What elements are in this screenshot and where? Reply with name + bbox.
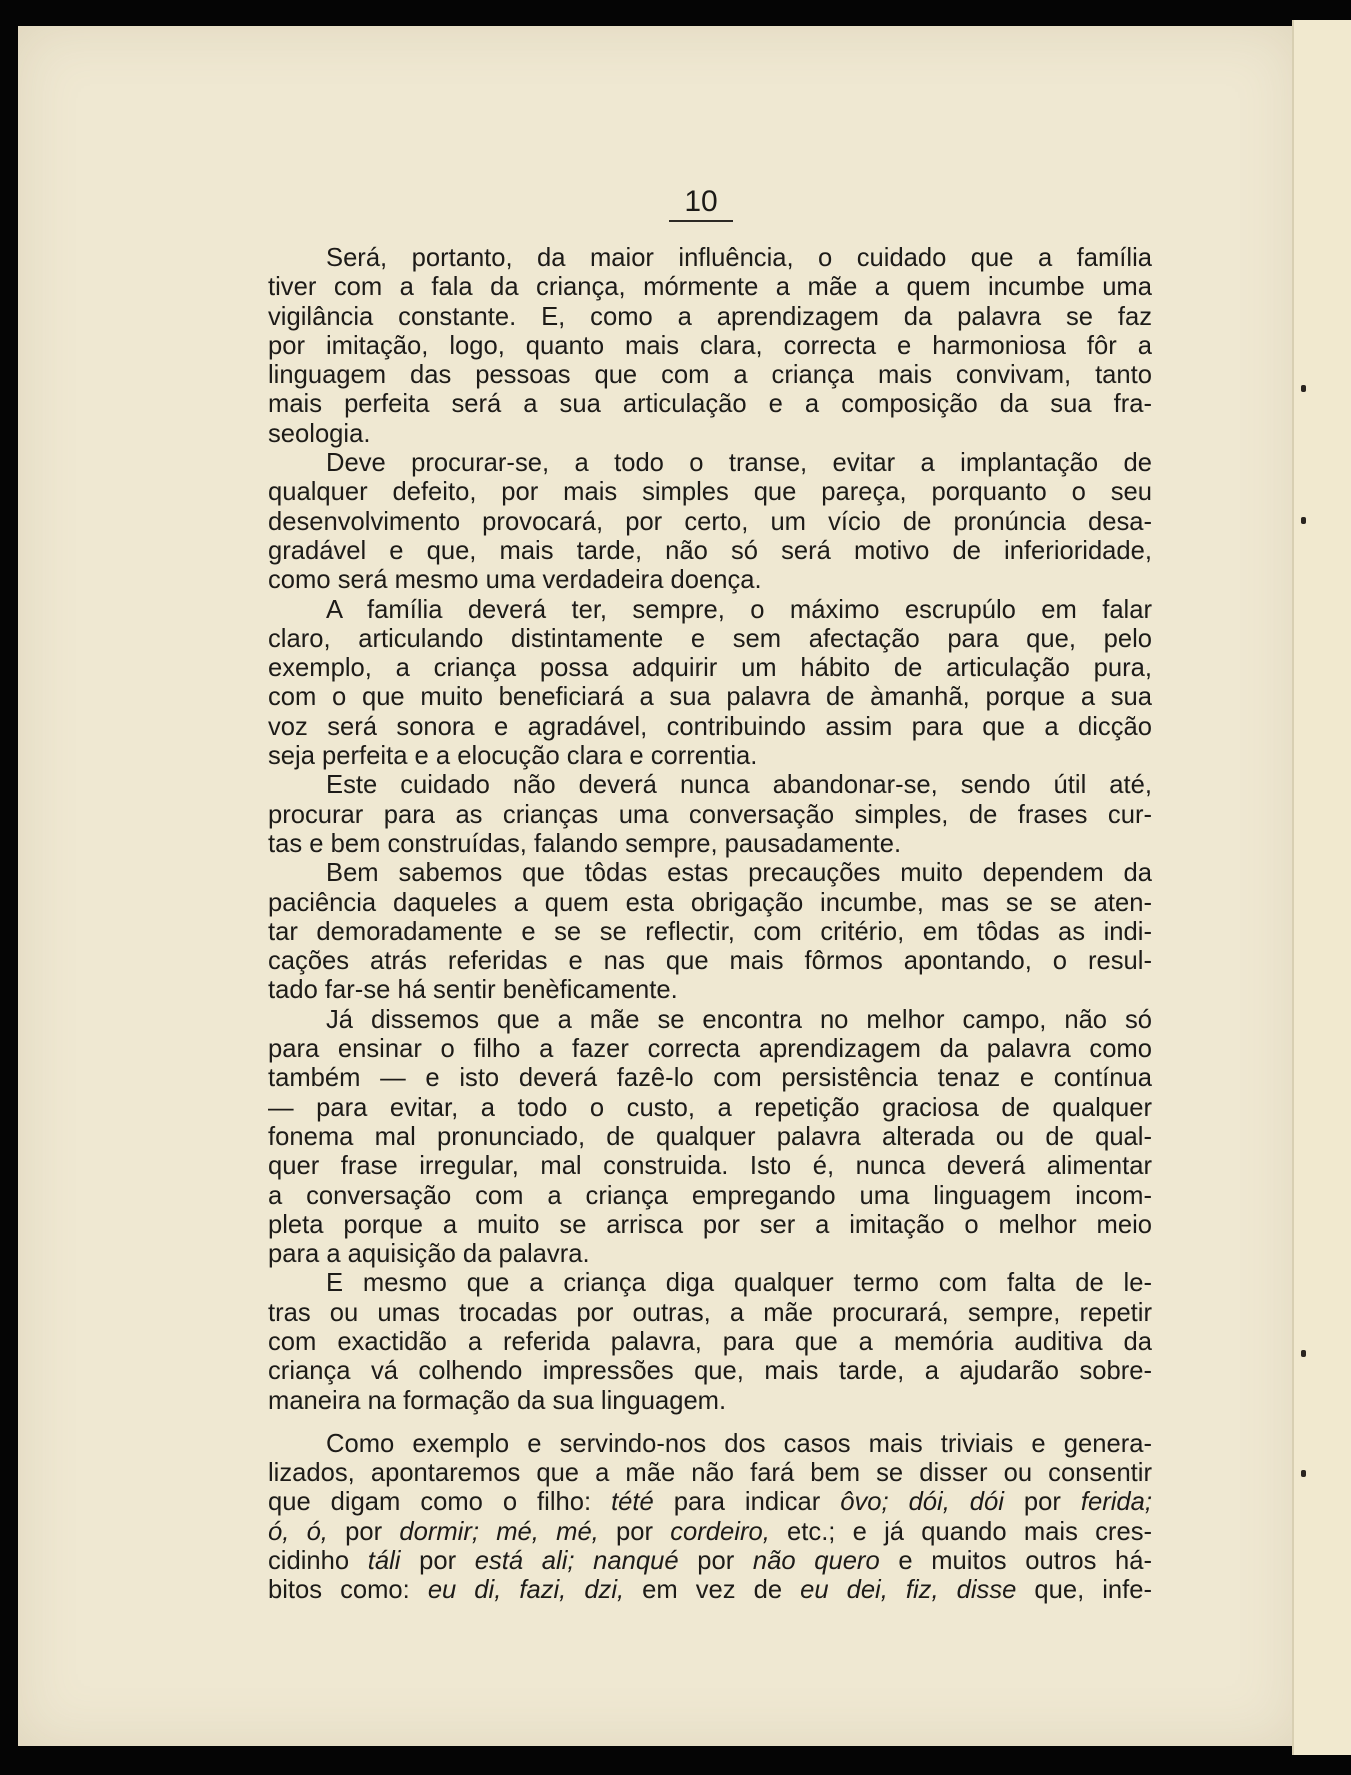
text-run: e muitos outros há- bbox=[879, 1547, 1153, 1576]
italic-text: ó, ó, bbox=[268, 1517, 328, 1546]
italic-text: está ali; nanqué bbox=[474, 1547, 679, 1576]
text-line: para ensinar o filho a fazer correcta aprendizagem da palavra como bbox=[268, 1035, 1152, 1064]
text-line bbox=[268, 1518, 1152, 1547]
text-line: Deve procurar-se, a todo o transe, evitar a implantação de bbox=[326, 449, 1152, 478]
page-edge-mark bbox=[1301, 1350, 1306, 1357]
text-line: tas e bem construídas, falando sempre, pausadamente. bbox=[268, 829, 902, 858]
text-run: por bbox=[327, 1517, 400, 1546]
italic-text: eu di, fazi, dzi, bbox=[427, 1576, 625, 1605]
text-line: tado far-se há sentir benèficamente. bbox=[268, 976, 678, 1005]
text-line: quer frase irregular, mal construida. Isto é, nunca deverá alimentar bbox=[268, 1152, 1152, 1181]
text-line: gradável e que, mais tarde, não só será motivo de inferioridade, bbox=[268, 536, 1152, 565]
text-line: pleta porque a muito se arrisca por ser a imitação o melhor meio bbox=[268, 1210, 1152, 1239]
text-run: que digam como o filho: bbox=[268, 1488, 612, 1517]
text-run: por bbox=[678, 1547, 753, 1576]
text-line: seologia. bbox=[268, 419, 371, 448]
italic-text: dormir; mé, mé, bbox=[399, 1517, 599, 1546]
text-line: lizados, apontaremos que a mãe não fará bem se disser ou consentir bbox=[268, 1459, 1152, 1488]
italic-text: não quero bbox=[752, 1547, 880, 1576]
text-line: para a aquisição da palavra. bbox=[268, 1240, 590, 1269]
text-run: por bbox=[598, 1517, 671, 1546]
text-line: tiver com a fala da criança, mórmente a mãe a quem incumbe uma bbox=[268, 273, 1152, 302]
text-line: paciência daqueles a quem esta obrigação incumbe, mas se se aten- bbox=[268, 888, 1152, 917]
text-line: maneira na formação da sua linguagem. bbox=[268, 1386, 727, 1415]
text-run: para indicar bbox=[653, 1488, 841, 1517]
text-run: etc.; e já quando mais cres- bbox=[769, 1517, 1153, 1546]
text-run: por bbox=[400, 1547, 475, 1576]
italic-text: táli bbox=[367, 1547, 401, 1576]
italic-text: tété bbox=[611, 1488, 654, 1517]
text-line: desenvolvimento provocará, por certo, um vício de pronúncia desa- bbox=[268, 507, 1152, 536]
text-run: que, infe- bbox=[1016, 1576, 1152, 1605]
text-line: voz será sonora e agradável, contribuindo assim para que a dicção bbox=[268, 712, 1152, 741]
text-line: A família deverá ter, sempre, o máximo escrupúlo em falar bbox=[326, 595, 1152, 624]
italic-text: eu dei, fiz, disse bbox=[800, 1576, 1017, 1605]
page-edge-mark bbox=[1301, 385, 1306, 392]
text-line: Como exemplo e servindo-nos dos casos mais triviais e genera- bbox=[326, 1429, 1152, 1458]
italic-text: cordeiro, bbox=[670, 1517, 770, 1546]
page-edge-mark bbox=[1301, 1470, 1306, 1477]
text-run: bitos como: bbox=[268, 1576, 428, 1605]
text-line: claro, articulando distintamente e sem afectação para que, pelo bbox=[268, 624, 1152, 653]
text-line: como será mesmo uma verdadeira doença. bbox=[268, 566, 762, 595]
text-line: Este cuidado não deverá nunca abandonar-se, sendo útil até, bbox=[326, 771, 1152, 800]
text-line bbox=[268, 1576, 1152, 1605]
text-line: procurar para as crianças uma conversação simples, de frases cur- bbox=[268, 800, 1152, 829]
italic-text: ferida; bbox=[1080, 1488, 1152, 1517]
page-edge-mark bbox=[1301, 517, 1306, 524]
text-line: por imitação, logo, quanto mais clara, correcta e harmoniosa fôr a bbox=[268, 331, 1152, 360]
text-line: com o que muito beneficiará a sua palavra de àmanhã, porque a sua bbox=[268, 683, 1152, 712]
italic-text: ôvo; dói, dói bbox=[840, 1488, 1004, 1517]
text-line: exemplo, a criança possa adquirir um hábito de articulação pura, bbox=[268, 654, 1152, 683]
text-run: cidinho bbox=[268, 1547, 368, 1576]
text-line: cações atrás referidas e nas que mais fôrmos apontando, o resul- bbox=[268, 947, 1152, 976]
text-line: também — e isto deverá fazê-lo com persistência tenaz e contínua bbox=[268, 1064, 1152, 1093]
text-line: Bem sabemos que tôdas estas precauções muito dependem da bbox=[326, 859, 1152, 888]
text-run: por bbox=[1003, 1488, 1081, 1517]
body-text bbox=[268, 244, 1152, 1606]
text-line: — para evitar, a todo o custo, a repetição graciosa de qualquer bbox=[268, 1093, 1152, 1122]
next-page-edge bbox=[1292, 20, 1351, 1755]
text-line: vigilância constante. E, como a aprendizagem da palavra se faz bbox=[268, 302, 1152, 331]
text-line: qualquer defeito, por mais simples que pareça, porquanto o seu bbox=[268, 478, 1152, 507]
text-line: tras ou umas trocadas por outras, a mãe procurará, sempre, repetir bbox=[268, 1298, 1152, 1327]
text-line: Será, portanto, da maior influência, o cuidado que a família bbox=[326, 244, 1152, 272]
text-line: Já dissemos que a mãe se encontra no melhor campo, não só bbox=[326, 1005, 1152, 1034]
text-line: fonema mal pronunciado, de qualquer palavra alterada ou de qual- bbox=[268, 1122, 1152, 1151]
text-line bbox=[268, 1488, 1152, 1517]
text-line: criança vá colhendo impressões que, mais tarde, a ajudarão sobre- bbox=[268, 1357, 1152, 1386]
page-number: 10 bbox=[669, 184, 733, 222]
text-line: tar demoradamente e se se reflectir, com critério, em tôdas as indi- bbox=[268, 917, 1152, 946]
book-page bbox=[18, 26, 1298, 1746]
text-line bbox=[268, 1547, 1152, 1576]
text-line: linguagem das pessoas que com a criança mais convivam, tanto bbox=[268, 361, 1152, 390]
text-line: com exactidão a referida palavra, para que a memória auditiva da bbox=[268, 1327, 1152, 1356]
text-line: seja perfeita e a elocução clara e correntia. bbox=[268, 742, 758, 771]
text-line: E mesmo que a criança diga qualquer termo com falta de le- bbox=[326, 1269, 1152, 1298]
text-line: a conversação com a criança empregando uma linguagem incom- bbox=[268, 1181, 1152, 1210]
text-line: mais perfeita será a sua articulação e a composição da sua fra- bbox=[268, 390, 1152, 419]
text-run: em vez de bbox=[624, 1576, 801, 1605]
